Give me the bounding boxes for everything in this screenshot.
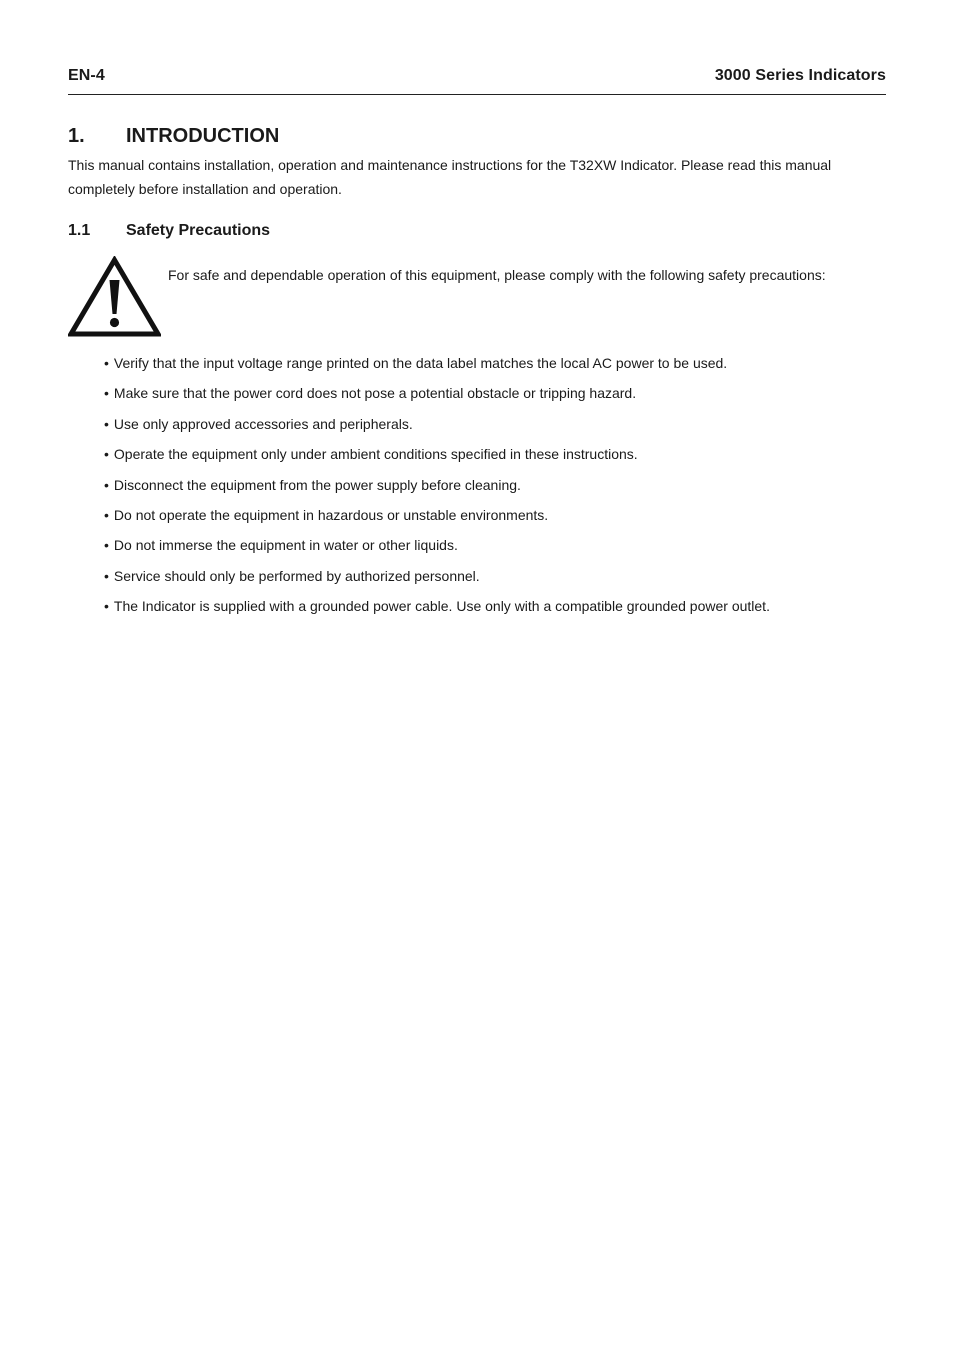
page-number: EN-4 xyxy=(68,67,105,84)
list-item xyxy=(104,353,770,383)
bullet-marker: • xyxy=(104,598,109,615)
bullet-marker: • xyxy=(104,537,109,554)
list-item-text: Do not immerse the equipment in water or other liquids. xyxy=(113,537,458,554)
bullet-marker: • xyxy=(104,355,109,371)
warning-triangle-icon xyxy=(68,256,161,338)
subsection-title: Safety Precautions xyxy=(126,222,271,239)
subsection-heading xyxy=(68,222,270,240)
list-item xyxy=(104,596,770,626)
bullet-marker: • xyxy=(104,446,109,463)
bullet-marker: • xyxy=(104,415,109,432)
list-item-text: Use only approved accessories and peripherals. xyxy=(113,415,413,432)
list-item xyxy=(104,505,770,535)
list-item-text: Disconnect the equipment from the power supply before cleaning. xyxy=(113,476,521,493)
section-heading xyxy=(68,125,279,148)
bullet-marker: • xyxy=(104,476,109,493)
bullet-marker: • xyxy=(104,385,109,402)
list-item xyxy=(104,566,770,596)
page-header xyxy=(68,66,886,95)
list-item xyxy=(104,444,770,474)
list-item-text: Operate the equipment only under ambient conditions specified in these instructions. xyxy=(113,446,638,463)
list-item xyxy=(104,383,770,413)
section-number: 1. xyxy=(68,125,85,147)
list-item-text: Verify that the input voltage range printed on the data label matches the local AC power to be used. xyxy=(113,355,728,371)
bullet-marker: • xyxy=(104,506,109,523)
safety-intro-text: For safe and dependable operation of this equipment, please comply with the following safety precautions: xyxy=(168,267,826,283)
list-item xyxy=(104,414,770,444)
list-item xyxy=(104,475,770,505)
section-title: INTRODUCTION xyxy=(126,125,280,147)
document-title: 3000 Series Indicators xyxy=(714,67,886,84)
precautions-list xyxy=(104,353,770,627)
list-item xyxy=(104,535,770,565)
subsection-number: 1.1 xyxy=(68,222,91,239)
list-item-text: The Indicator is supplied with a grounded power cable. Use only with a compatible grounded power outlet. xyxy=(113,598,770,615)
bullet-marker: • xyxy=(104,567,109,584)
list-item-text: Make sure that the power cord does not pose a potential obstacle or tripping hazard. xyxy=(113,385,637,402)
list-item-text: Service should only be performed by authorized personnel. xyxy=(113,567,480,584)
list-item-text: Do not operate the equipment in hazardous or unstable environments. xyxy=(113,506,549,523)
intro-paragraph: This manual contains installation, operation and maintenance instructions for the T32XW Indicator. Please read this manual completely before installation and operation. xyxy=(68,157,832,197)
